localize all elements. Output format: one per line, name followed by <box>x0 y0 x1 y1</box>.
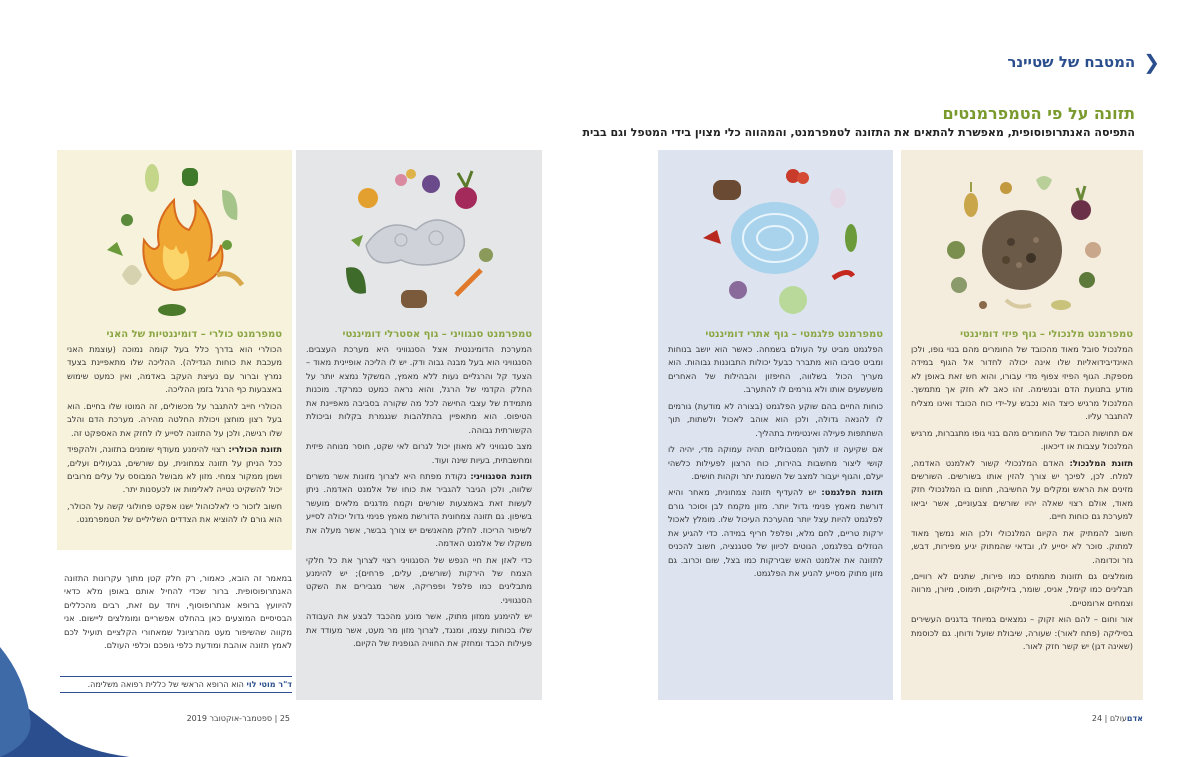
fire-vegetables-icon <box>67 150 282 325</box>
paragraph: מומלצים גם תזונות מתמתים כמו פירות, שתנים לא רוויים, תבלינים כמו קימל, אניס, שומר, בזיליקום, תימוס, מיורן, מרווה וצמחים ארומטיים. <box>911 571 1133 608</box>
section-header-title: המטבח של שטיינר <box>1007 53 1136 71</box>
illustration-water <box>668 150 883 325</box>
diet-label: תזונת הסנגוויני: <box>470 470 533 481</box>
magazine-header <box>1007 50 1160 74</box>
paragraph: חשוב להמתיק את הקיום המלנכולי ולכן הוא נמשך מאוד למתוק. סוכר לא יסייע לו, ובדאי שהמתוק יגיע מפירות, דבש, גזר וכדומה. <box>911 527 1133 565</box>
panel-body <box>67 343 282 527</box>
footer-right <box>1092 714 1143 723</box>
air-vegetables-icon <box>306 150 532 325</box>
panel-body <box>911 343 1133 654</box>
corner-wave-decoration <box>0 647 130 757</box>
chevron-left-icon: ❮ <box>1143 50 1160 74</box>
panel-sanguine <box>296 150 542 700</box>
brand-name-suffix: עולם <box>1109 714 1127 723</box>
paragraph: יש להימנע ממזון מתוק, אשר מונע מהכבד לבצע את העבודה שלו בכוחות עצמו, ומנגד, לצרוך מזון מר מעט, אשר מעודד את פעילות הכבד ומחזק את החוויה הגופנית של הקיום. <box>306 611 532 649</box>
paragraph: הפלגמט מביט על העולם בשמחה. כאשר הוא יושב בנוחות ומביט סביבו הוא מתברר כבעל יכולות התבוננות גבוהות. הוא מעריך הכול בשלווה, החיפזון והבהילות של האחרים משעשעים אותו ולא גורמים לו להתערב. <box>668 344 883 395</box>
diet-text: האדם המלנכולי קשור לאלמנט האדמה, למלח. לכן, לפיכך יש צורך להזין אותו בשורשים. השורשים מזינים את הראש ומקלים על החשיבה, תחום בו המלנכולי חזק מאוד, אולם רצוי שאלה יהיו שורשים צבעוניים, אשר יביאו למערכת גם כוחות חיים. <box>911 457 1133 522</box>
paragraph: מצב סנגוויני לא מאוזן יכול לגרום לאי שקט, חוסר מנוחה פיזית ומחשבתית, בעיות שינה ועוד. <box>306 441 532 465</box>
page-number: 24 <box>1091 714 1103 723</box>
paragraph: הכולרי חייב להתגבר על מכשולים, זה המוטו שלו בחיים. הוא בעל רצון מוחצן ויכולת החלטה מהירה. מערכת הדם והלב שלו רגישה, ולכן על התזונה לסייע לו לחזק את האספקט זה. <box>67 400 282 438</box>
issue-date: ספטמבר-אוקטובר 2019 <box>186 714 273 723</box>
diet-text: רצוי להימנע מעודף שומנים בתזונה, ולהקפיד ככל הניתן על תזונה צמחונית, עם שורשים, גבעולים ועלים, ושמן ממקור צמחי. מזון לא מבושל המבוסס על עלים מרובים יכול להשקיט נטייה לאלימות או לכעסנות יתר. <box>67 444 282 495</box>
page-number: 25 <box>279 714 290 723</box>
footer-separator: | <box>1104 714 1108 723</box>
footer-left <box>187 714 290 723</box>
illustration-fire <box>67 150 282 325</box>
article-title: תזונה על פי הטמפרמנטים <box>942 104 1135 123</box>
footer-separator: | <box>274 714 278 723</box>
paragraph: אור וחום – להם הוא זקוק – נמצאים במיוחד בדגנים העשירים בסיליקה (פתח לאור): שעורה, שיבולת שועל ודוחן. גם לכוסמת (שאינה דגן) יש קשר חזק לאור. <box>911 614 1133 652</box>
panel-body <box>306 343 532 651</box>
paragraph: כוחות החיים בהם שוקע הפלגמט (בצורה לא מודעת) גורמים לו להנאה גדולה, ולכן הוא אוהב לאכול ולשתות, תוך השתתפות פעילה ואינטימית בתהליך. <box>668 400 883 438</box>
diet-label: תזונת המלנכול: <box>1069 457 1134 468</box>
diet-text: יש להעדיף תזונה צמחונית, מאחר והיא דורשת מאמץ פנימי גדול יותר. מזון מקמח לבן וסוכר גורם לפלגמט להיות עצל יותר מהערכת העיכול שלו. מומלץ לאכול ירקות טריים, לחם מלא, ופלפל חריף במידה. כדי להגיע את הנוזלים בפלגמט, הגוטים לכיוון של סטגנציה, חשוב להכניס לתזונה את אלמנט האש שבירקות כמו בצל, שום וכרוב. גם מזון מתוק מסייע להניע את הפלגמט. <box>668 487 883 578</box>
diet-label: תזונת הכולרי: <box>228 444 283 455</box>
panel-title: טמפרמנט סנגוויני – גוף אסטרלי דומיננטי <box>342 329 532 340</box>
paragraph: כדי לאזן את חיי הנפש של הסנגוויני רצוי לצרוך את כל חלקי הצמח של הירקות (שורשים, עלים, פרחים); יש להימנע מתבלינים כמו פלפל ופפריקה, אשר מגבירים את השקט הסנגוויני. <box>306 554 532 605</box>
paragraph: אם תחושות הכובד של החומרים מהם בנוי גופו מתגברות, מרגיש המלנכול עצבות או דיכאון. <box>910 427 1133 452</box>
earth-vegetables-icon <box>911 150 1133 325</box>
paragraph: אם שקיעה זו לתוך המטבוליזם תהיה עמוקה מדי, יהיה לו קושי ליצור מחשבות בהירות, כוח הרצון לפעילות כלשהי יעלם, והגוף יעבור למצב של השמנת יתר וקהות חושים. <box>668 444 883 481</box>
brand-name: אדם <box>1126 714 1143 723</box>
paragraph: חשוב לזכור כי לאלכוהול ישנו אפקט פחולוגי קשה על הכולר, הוא גורם לו להוציא את הצדדים השליליים של הטמפרמנט. <box>67 500 282 525</box>
illustration-earth <box>911 150 1133 325</box>
illustration-air <box>306 150 532 325</box>
diet-paragraph <box>911 457 1133 524</box>
closing-note: במאמר זה הובא, כאמור, רק חלק קטן מתוך עקרונות התזונה האנתרופוסופית. ברור שכדי להחיל אותם באופן מלא כדאי להיוועץ ברופא אנתרופוסוף, ויחד עם זאת, רבים מהכללים הבסיסיים המוצעים כאן בהחלט אפשריים ומומלצים ליישום. אני מקווה שהשיפור מעט מהרציונל שמאחורי הקלציים תועיל לכם לאמץ תזונה אוהבת ומודעת כלפי גופכם וכלפי העולם. <box>64 573 292 651</box>
panel-title: טמפרמנט מלנכולי – גוף פיזי דומיננטי <box>960 329 1133 340</box>
panel-title: טמפרמנט פלגמטי – גוף אתרי דומיננטי <box>705 329 883 340</box>
diet-paragraph <box>668 486 883 580</box>
panel-body <box>668 343 883 580</box>
author-name: ד"ר מוטי לוי <box>246 680 292 689</box>
panel-phlegmatic <box>658 150 893 700</box>
paragraph: הכולרי הוא בדרך כלל בעל קומה נמוכה (עוצמת האני מעכבת את כוחות הגדילה). ההליכה שלו מתאפיינת בצעד נמרץ וברור עם נעיצת העקב באדמה, ואין כמעט שימוש באצבעות כף הרגל בזמן ההליכה. <box>67 344 282 395</box>
diet-paragraph <box>306 470 532 551</box>
diet-label: תזונת הפלגמט: <box>821 487 884 498</box>
paragraph: המלנכול סובל מאוד מהכובד של החומרים מהם בנוי גופו, ולכן האינדיבידואליות שלו אינה יכולה לחדור אל הגוף במידה מספקת. הגוף הפיזי צפוף מדי עבורו, והוא חש זאת באופן לא מודע בתנועת הדם ובנשימה. זהו כאב לא חזק אך מתמשך. המלנכול מרגיש כיצד הוא נכבש על-ידי כוח הכובד ואינו מצליח להתגבר עליו. <box>911 344 1133 422</box>
water-vegetables-icon <box>668 150 883 325</box>
panel-choleric <box>57 150 292 550</box>
author-description: הוא הרופא הראשי של כללית רפואה משלימה. <box>87 680 244 689</box>
panel-melancholic <box>901 150 1143 700</box>
diet-text: נקודת מפתח היא לצרוך מזונות אשר משרים שלווה, ולכן הגיבר להגביר את כוחו של אלמנט האדמה. ניתן לעשות זאת באמצעות שורשים וקמח מדגנים מלאים מועשר בשיפון. גם תזונה צמחונית הדורשת מאמץ פנימי גדול יכולה לסייע לשיפור הריכוז. לחלק מהאנשים יש צורך בבשר, אשר מעלה את משקלו של אלמנט האדמה. <box>306 470 532 549</box>
paragraph: המערכת הדומיננטית אצל הסנגוויני היא מערכת העצבים. הסנגוויני הוא בעל מבנה גבוה ודק. יש לו הליכה אופיינית מאוד – הצעד קל והרגליים נעות ללא מאמץ, המשקל נמצא יותר על החלק הקדמי של הרגל, והוא נראה כמעט כמרקד. מוכנות מתמידת של עצבי החישה לכל מה שקורה בסביבה מאפיינת את הטיפוס. הוא מתאפיין בהתלהבות שנגמרת בקלות וביכולת הקשורתית גבוהה. <box>306 344 532 435</box>
article-subtitle: התפיסה האנתרופוסופית, מאפשרת להתאים את התזונה לטמפרמנט, והמהווה כלי מצוין בידי המטפל וגם בבית <box>582 126 1135 139</box>
diet-paragraph <box>67 443 282 497</box>
panel-title: טמפרמנט כולרי – דומיננטיות של האני <box>106 329 282 340</box>
